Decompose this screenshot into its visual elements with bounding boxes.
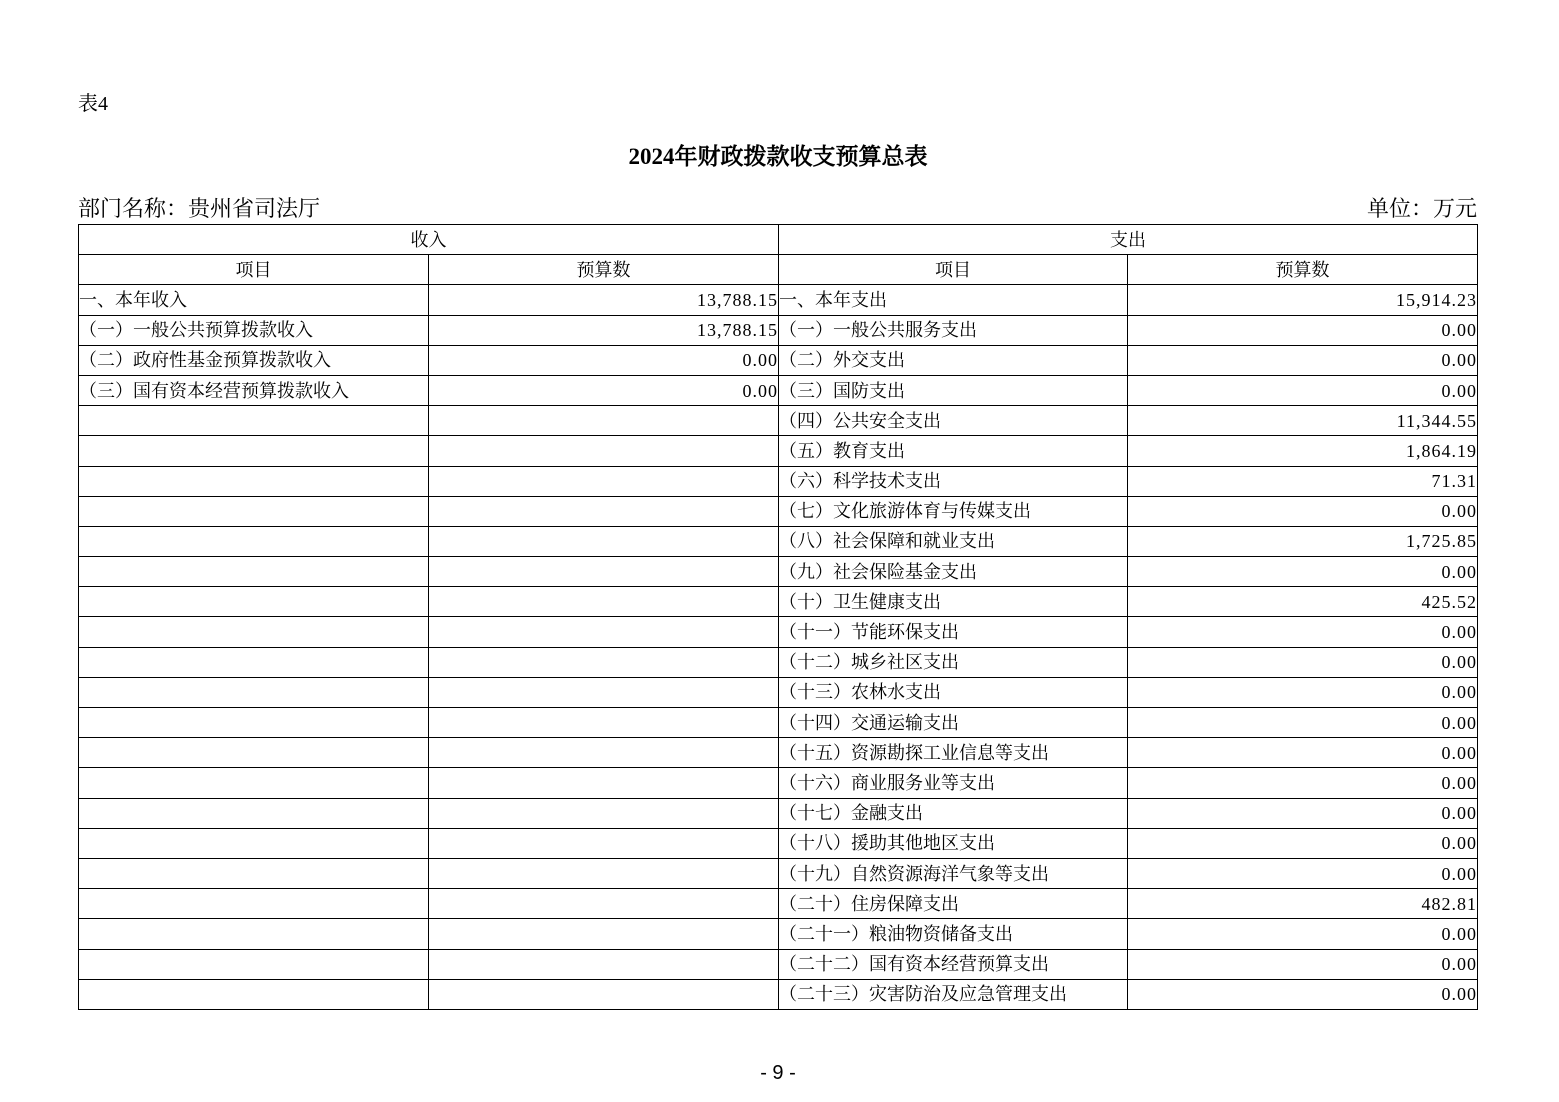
page-number: - 9 - bbox=[760, 1062, 796, 1084]
unit-label: 单位：万元 bbox=[1366, 196, 1477, 221]
expense-item: （二十三）灾害防治及应急管理支出 bbox=[779, 979, 1128, 1009]
income-amount-empty bbox=[429, 979, 779, 1009]
table-row bbox=[79, 496, 1478, 526]
table-row bbox=[79, 375, 1478, 405]
income-item-empty bbox=[79, 949, 429, 979]
expense-item: （二十二）国有资本经营预算支出 bbox=[779, 949, 1128, 979]
income-amount-empty bbox=[429, 557, 779, 587]
income-item-empty bbox=[79, 587, 429, 617]
income-amount-empty bbox=[429, 617, 779, 647]
income-header: 收入 bbox=[79, 225, 779, 255]
expense-amount: 0.00 bbox=[1128, 738, 1478, 768]
income-amount-empty bbox=[429, 587, 779, 617]
table-header-row bbox=[79, 225, 1478, 255]
income-item-empty bbox=[79, 677, 429, 707]
income-amount-empty bbox=[429, 406, 779, 436]
income-amount-empty bbox=[429, 647, 779, 677]
table-row bbox=[79, 526, 1478, 556]
expense-item: （十）卫生健康支出 bbox=[779, 587, 1128, 617]
column-header-expense-item: 项目 bbox=[779, 255, 1128, 285]
table-row bbox=[79, 406, 1478, 436]
expenditure-header: 支出 bbox=[779, 225, 1478, 255]
table-row bbox=[79, 738, 1478, 768]
expense-amount: 0.00 bbox=[1128, 949, 1478, 979]
income-item-empty bbox=[79, 557, 429, 587]
expense-item: （十三）农林水支出 bbox=[779, 677, 1128, 707]
table-row bbox=[79, 858, 1478, 888]
income-item-empty bbox=[79, 708, 429, 738]
expense-amount: 11,344.55 bbox=[1128, 406, 1478, 436]
income-item-empty bbox=[79, 406, 429, 436]
table-row bbox=[79, 979, 1478, 1009]
income-item-empty bbox=[79, 919, 429, 949]
table-row bbox=[79, 285, 1478, 315]
expense-item: （八）社会保障和就业支出 bbox=[779, 526, 1128, 556]
income-item-empty bbox=[79, 979, 429, 1009]
table-row bbox=[79, 949, 1478, 979]
expense-item: （十九）自然资源海洋气象等支出 bbox=[779, 858, 1128, 888]
department-name: 部门名称：贵州省司法厅 bbox=[78, 196, 321, 221]
income-item-empty bbox=[79, 617, 429, 647]
expense-amount: 0.00 bbox=[1128, 375, 1478, 405]
income-amount-empty bbox=[429, 768, 779, 798]
income-amount-empty bbox=[429, 919, 779, 949]
table-row bbox=[79, 828, 1478, 858]
expense-amount: 0.00 bbox=[1128, 708, 1478, 738]
expense-amount: 0.00 bbox=[1128, 617, 1478, 647]
income-item: （二）政府性基金预算拨款收入 bbox=[79, 345, 429, 375]
income-item-empty bbox=[79, 858, 429, 888]
table-row bbox=[79, 345, 1478, 375]
expense-item: （十一）节能环保支出 bbox=[779, 617, 1128, 647]
income-item-empty bbox=[79, 738, 429, 768]
table-row bbox=[79, 436, 1478, 466]
expense-amount: 0.00 bbox=[1128, 979, 1478, 1009]
table-row bbox=[79, 617, 1478, 647]
expense-item: （二）外交支出 bbox=[779, 345, 1128, 375]
expense-item: （十七）金融支出 bbox=[779, 798, 1128, 828]
table-row bbox=[79, 768, 1478, 798]
expense-amount: 1,725.85 bbox=[1128, 526, 1478, 556]
expense-item: （十八）援助其他地区支出 bbox=[779, 828, 1128, 858]
page-title: 2024年财政拨款收支预算总表 bbox=[628, 144, 928, 169]
income-amount-empty bbox=[429, 526, 779, 556]
income-amount-empty bbox=[429, 949, 779, 979]
expense-amount: 1,864.19 bbox=[1128, 436, 1478, 466]
expense-amount: 0.00 bbox=[1128, 858, 1478, 888]
expense-amount: 0.00 bbox=[1128, 647, 1478, 677]
expense-item: （二十）住房保障支出 bbox=[779, 889, 1128, 919]
income-amount-empty bbox=[429, 496, 779, 526]
table-row bbox=[79, 557, 1478, 587]
income-item-empty bbox=[79, 496, 429, 526]
expense-amount: 71.31 bbox=[1128, 466, 1478, 496]
expense-amount: 425.52 bbox=[1128, 587, 1478, 617]
income-amount: 0.00 bbox=[429, 345, 779, 375]
expense-item: 一、本年支出 bbox=[779, 285, 1128, 315]
column-header-row bbox=[79, 255, 1478, 285]
income-amount-empty bbox=[429, 708, 779, 738]
income-item-empty bbox=[79, 768, 429, 798]
income-item-empty bbox=[79, 889, 429, 919]
table-row bbox=[79, 647, 1478, 677]
income-amount: 13,788.15 bbox=[429, 285, 779, 315]
income-amount-empty bbox=[429, 889, 779, 919]
income-item-empty bbox=[79, 436, 429, 466]
expense-item: （一）一般公共服务支出 bbox=[779, 315, 1128, 345]
table-row bbox=[79, 919, 1478, 949]
expense-item: （九）社会保险基金支出 bbox=[779, 557, 1128, 587]
income-item-empty bbox=[79, 828, 429, 858]
expense-item: （十四）交通运输支出 bbox=[779, 708, 1128, 738]
expense-amount: 0.00 bbox=[1128, 315, 1478, 345]
column-header-expense-amount: 预算数 bbox=[1128, 255, 1478, 285]
expense-amount: 0.00 bbox=[1128, 798, 1478, 828]
income-item-empty bbox=[79, 647, 429, 677]
table-row bbox=[79, 798, 1478, 828]
expense-amount: 15,914.23 bbox=[1128, 285, 1478, 315]
expense-item: （四）公共安全支出 bbox=[779, 406, 1128, 436]
income-amount-empty bbox=[429, 858, 779, 888]
income-item: （三）国有资本经营预算拨款收入 bbox=[79, 375, 429, 405]
expense-amount: 0.00 bbox=[1128, 768, 1478, 798]
income-amount-empty bbox=[429, 828, 779, 858]
expense-item: （十五）资源勘探工业信息等支出 bbox=[779, 738, 1128, 768]
income-amount-empty bbox=[429, 436, 779, 466]
income-item: （一）一般公共预算拨款收入 bbox=[79, 315, 429, 345]
expense-item: （三）国防支出 bbox=[779, 375, 1128, 405]
expense-amount: 482.81 bbox=[1128, 889, 1478, 919]
income-item-empty bbox=[79, 466, 429, 496]
column-header-income-item: 项目 bbox=[79, 255, 429, 285]
expense-amount: 0.00 bbox=[1128, 345, 1478, 375]
income-item-empty bbox=[79, 526, 429, 556]
expense-item: （七）文化旅游体育与传媒支出 bbox=[779, 496, 1128, 526]
expense-amount: 0.00 bbox=[1128, 496, 1478, 526]
table-row bbox=[79, 315, 1478, 345]
income-item-empty bbox=[79, 798, 429, 828]
expense-item: （十二）城乡社区支出 bbox=[779, 647, 1128, 677]
table-label: 表4 bbox=[78, 93, 108, 115]
income-amount: 0.00 bbox=[429, 375, 779, 405]
expense-item: （五）教育支出 bbox=[779, 436, 1128, 466]
expense-item: （十六）商业服务业等支出 bbox=[779, 768, 1128, 798]
income-amount: 13,788.15 bbox=[429, 315, 779, 345]
expense-amount: 0.00 bbox=[1128, 919, 1478, 949]
income-amount-empty bbox=[429, 738, 779, 768]
income-amount-empty bbox=[429, 677, 779, 707]
income-item: 一、本年收入 bbox=[79, 285, 429, 315]
table-row bbox=[79, 677, 1478, 707]
table-row bbox=[79, 587, 1478, 617]
table-row bbox=[79, 889, 1478, 919]
income-amount-empty bbox=[429, 466, 779, 496]
expense-item: （二十一）粮油物资储备支出 bbox=[779, 919, 1128, 949]
expense-amount: 0.00 bbox=[1128, 677, 1478, 707]
income-amount-empty bbox=[429, 798, 779, 828]
expense-amount: 0.00 bbox=[1128, 557, 1478, 587]
table-row bbox=[79, 466, 1478, 496]
column-header-income-amount: 预算数 bbox=[429, 255, 779, 285]
expense-item: （六）科学技术支出 bbox=[779, 466, 1128, 496]
expense-amount: 0.00 bbox=[1128, 828, 1478, 858]
table-row bbox=[79, 708, 1478, 738]
budget-summary-table bbox=[78, 224, 1478, 1010]
